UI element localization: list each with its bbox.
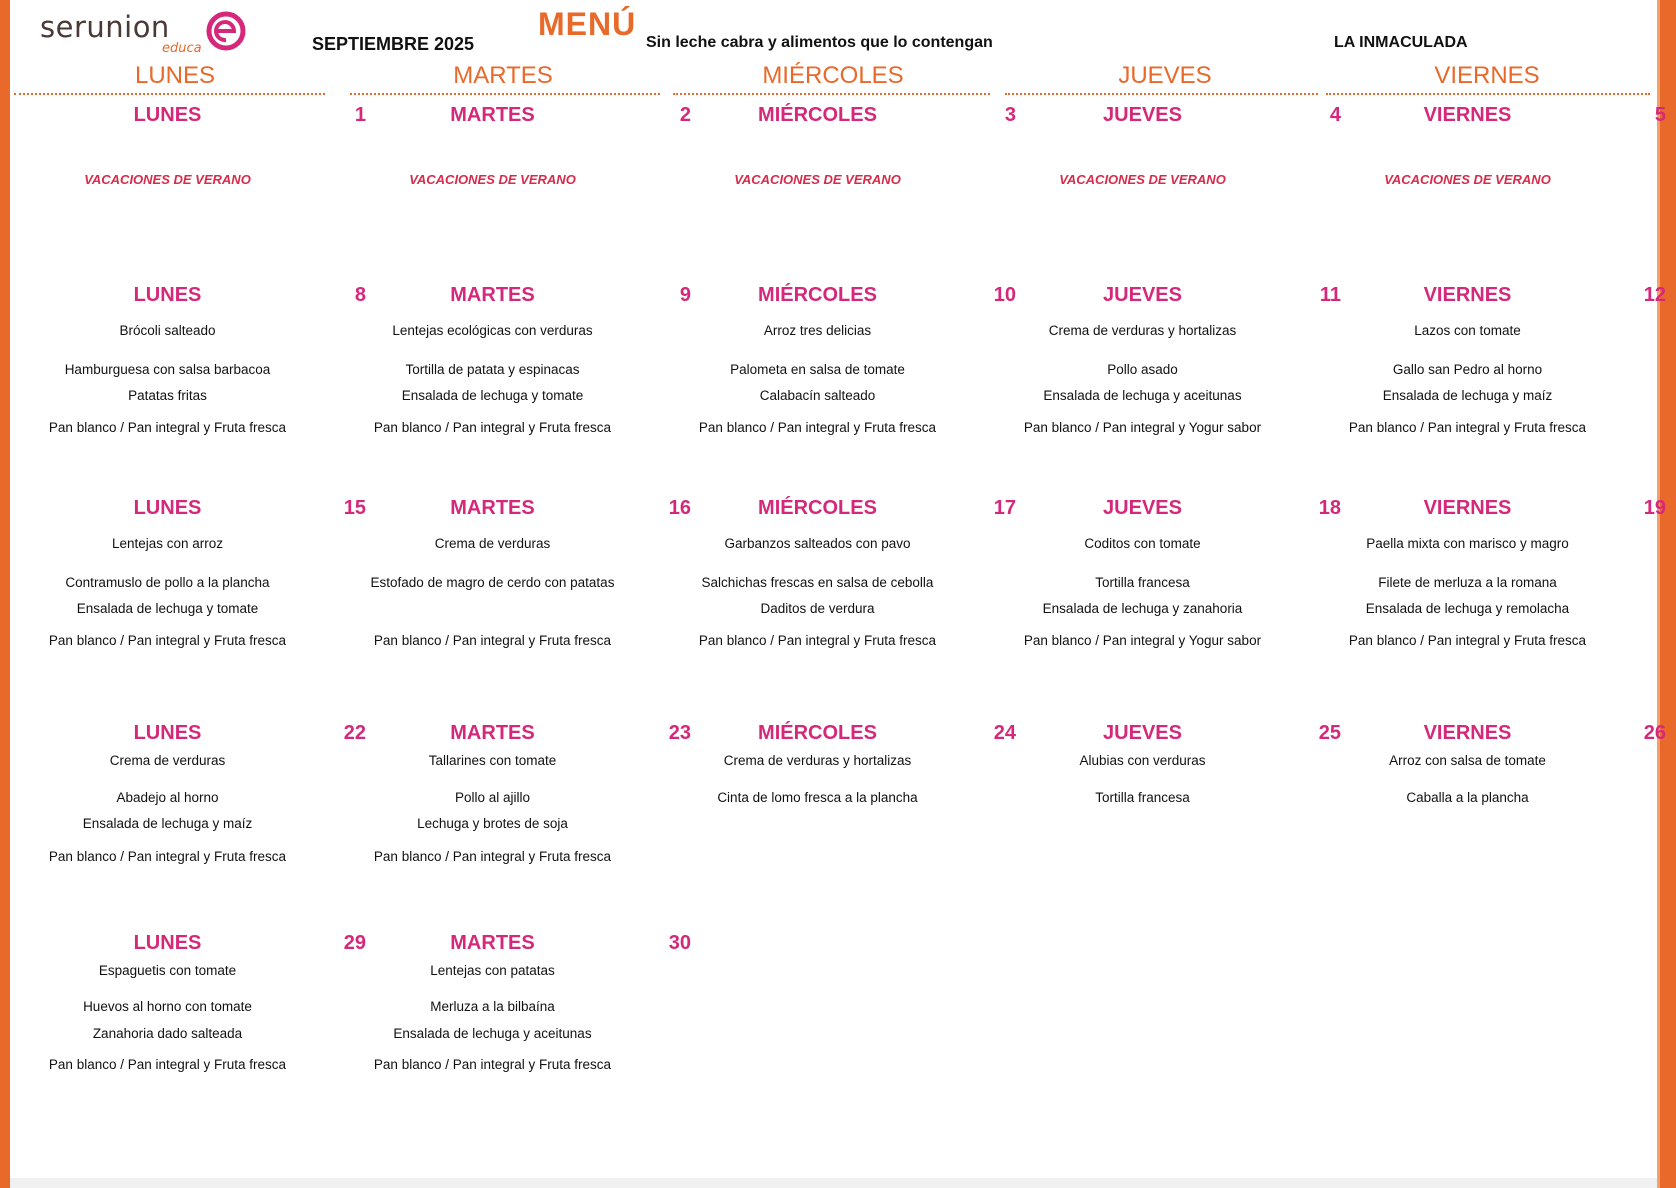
dish-item: Ensalada de lechuga y tomate — [76, 601, 259, 616]
day-cell — [1015, 722, 1341, 902]
day-name: VIERNES — [1423, 722, 1512, 744]
day-header — [365, 284, 691, 312]
dish-item: Gallo san Pedro al horno — [1392, 362, 1543, 377]
bread-and-dessert: Pan blanco / Pan integral y Yogur sabor — [1023, 420, 1262, 435]
allergen-note: Sin leche cabra y alimentos que lo contengan — [646, 34, 993, 51]
day-header — [40, 284, 366, 312]
day-cell — [1015, 284, 1341, 464]
day-name: MARTES — [450, 497, 535, 519]
day-number: 16 — [668, 497, 691, 519]
bread-and-dessert: Pan blanco / Pan integral y Fruta fresca — [698, 420, 937, 435]
day-cell — [1340, 104, 1666, 284]
day-header — [40, 497, 366, 525]
day-name: VIERNES — [1423, 284, 1512, 306]
day-header — [1340, 497, 1666, 525]
day-number: 17 — [993, 497, 1016, 519]
dish-item: Ensalada de lechuga y maíz — [1382, 388, 1553, 403]
bread-and-dessert: Pan blanco / Pan integral y Fruta fresca — [373, 633, 612, 648]
dish-item: Brócoli salteado — [119, 323, 216, 338]
dish-item: Ensalada de lechuga y aceitunas — [1043, 388, 1242, 403]
bread-and-dessert: Pan blanco / Pan integral y Fruta fresca — [48, 849, 287, 864]
day-cell — [40, 104, 366, 284]
school-name: LA INMACULADA — [1334, 34, 1468, 51]
dish-item: Cinta de lomo fresca a la plancha — [717, 790, 918, 805]
dish-item: Lentejas ecológicas con verduras — [392, 323, 593, 338]
bread-and-dessert: Pan blanco / Pan integral y Fruta fresca — [48, 633, 287, 648]
bottom-edge — [10, 1178, 1657, 1188]
day-header — [690, 104, 1016, 132]
day-number: 23 — [668, 722, 691, 744]
dish-item: Patatas fritas — [128, 388, 207, 403]
day-header — [40, 104, 366, 132]
dish-item: Calabacín salteado — [759, 388, 876, 403]
day-cell — [690, 104, 1016, 284]
day-header — [40, 722, 366, 750]
column-header-2: MARTES — [453, 62, 553, 89]
day-name: JUEVES — [1103, 722, 1182, 744]
dish-item: Arroz tres delicias — [763, 323, 872, 338]
dish-item: Estofado de magro de cerdo con patatas — [370, 575, 615, 590]
dish-item: Crema de verduras y hortalizas — [723, 753, 912, 768]
vacation-label: VACACIONES DE VERANO — [1059, 172, 1226, 187]
day-name: LUNES — [133, 284, 202, 306]
dotted-divider — [673, 93, 990, 95]
dotted-divider — [350, 93, 660, 95]
day-name: MIÉRCOLES — [758, 284, 877, 306]
dish-item: Tortilla de patata y espinacas — [405, 362, 580, 377]
day-number: 30 — [668, 932, 691, 954]
day-cell — [365, 497, 691, 677]
day-name: MIÉRCOLES — [758, 722, 877, 744]
day-number: 19 — [1643, 497, 1666, 519]
day-header — [1015, 284, 1341, 312]
day-name: MARTES — [450, 722, 535, 744]
day-header — [690, 722, 1016, 750]
left-border — [0, 0, 10, 1188]
serunion-logo — [40, 10, 255, 55]
day-number: 18 — [1318, 497, 1341, 519]
day-number: 4 — [1329, 104, 1341, 126]
day-name: JUEVES — [1103, 104, 1182, 126]
day-header — [40, 932, 366, 960]
dish-item: Alubias con verduras — [1079, 753, 1206, 768]
logo-swirl-icon — [206, 11, 246, 51]
day-name: MIÉRCOLES — [758, 104, 877, 126]
dish-item: Palometa en salsa de tomate — [730, 362, 905, 377]
dish-item: Zanahoria dado salteada — [92, 1026, 243, 1041]
column-header-3: MIÉRCOLES — [762, 62, 904, 89]
day-header — [1015, 104, 1341, 132]
dish-item: Arroz con salsa de tomate — [1389, 753, 1546, 768]
day-cell — [40, 284, 366, 464]
dish-item: Hamburguesa con salsa barbacoa — [64, 362, 271, 377]
day-header — [1340, 722, 1666, 750]
dish-item: Filete de merluza a la romana — [1378, 575, 1557, 590]
day-cell — [40, 932, 366, 1112]
day-number: 25 — [1318, 722, 1341, 744]
day-cell — [1340, 722, 1666, 902]
dish-item: Ensalada de lechuga y tomate — [401, 388, 584, 403]
dish-item: Daditos de verdura — [760, 601, 875, 616]
column-header-5: VIERNES — [1434, 62, 1540, 89]
day-cell — [690, 722, 1016, 902]
day-header — [1340, 104, 1666, 132]
dish-item: Lentejas con patatas — [430, 963, 555, 978]
dish-item: Contramuslo de pollo a la plancha — [65, 575, 270, 590]
dish-item: Merluza a la bilbaína — [430, 999, 555, 1014]
dish-item: Ensalada de lechuga y aceitunas — [393, 1026, 592, 1041]
day-cell — [365, 932, 691, 1112]
day-cell — [365, 104, 691, 284]
dish-item: Crema de verduras — [109, 753, 226, 768]
day-header — [1340, 284, 1666, 312]
day-number: 12 — [1643, 284, 1666, 306]
dish-item: Ensalada de lechuga y remolacha — [1365, 601, 1570, 616]
dish-item: Lechuga y brotes de soja — [417, 816, 568, 831]
day-number: 15 — [343, 497, 366, 519]
day-number: 8 — [354, 284, 366, 306]
day-cell — [40, 722, 366, 902]
dish-item: Tortilla francesa — [1095, 790, 1190, 805]
dotted-divider — [1005, 93, 1318, 95]
day-number: 29 — [343, 932, 366, 954]
bread-and-dessert: Pan blanco / Pan integral y Yogur sabor — [1023, 633, 1262, 648]
dish-item: Lentejas con arroz — [111, 536, 224, 551]
day-name: MARTES — [450, 104, 535, 126]
dish-item: Pollo al ajillo — [454, 790, 531, 805]
day-number: 10 — [993, 284, 1016, 306]
day-cell — [1015, 497, 1341, 677]
day-header — [365, 497, 691, 525]
bread-and-dessert: Pan blanco / Pan integral y Fruta fresca — [1348, 420, 1587, 435]
day-number: 3 — [1004, 104, 1016, 126]
vacation-label: VACACIONES DE VERANO — [84, 172, 251, 187]
day-header — [690, 284, 1016, 312]
day-name: MARTES — [450, 284, 535, 306]
day-number: 24 — [993, 722, 1016, 744]
day-number: 22 — [343, 722, 366, 744]
dish-item: Lazos con tomate — [1414, 323, 1521, 338]
day-cell — [365, 284, 691, 464]
day-cell — [690, 497, 1016, 677]
day-name: LUNES — [133, 104, 202, 126]
bread-and-dessert: Pan blanco / Pan integral y Fruta fresca — [698, 633, 937, 648]
dotted-divider — [14, 93, 325, 95]
day-name: JUEVES — [1103, 497, 1182, 519]
dish-item: Ensalada de lechuga y zanahoria — [1042, 601, 1243, 616]
dish-item: Tortilla francesa — [1095, 575, 1190, 590]
column-header-1: LUNES — [134, 62, 216, 89]
dish-item: Tallarines con tomate — [428, 753, 557, 768]
day-cell — [690, 284, 1016, 464]
day-number: 9 — [679, 284, 691, 306]
logo-subtext: educa — [162, 41, 202, 56]
column-header-4: JUEVES — [1118, 62, 1212, 89]
day-number: 2 — [679, 104, 691, 126]
day-name: VIERNES — [1423, 104, 1512, 126]
bread-and-dessert: Pan blanco / Pan integral y Fruta fresca — [48, 1057, 287, 1072]
day-name: LUNES — [133, 497, 202, 519]
dish-item: Crema de verduras y hortalizas — [1048, 323, 1237, 338]
day-number: 5 — [1654, 104, 1666, 126]
month-title: SEPTIEMBRE 2025 — [312, 34, 475, 54]
vacation-label: VACACIONES DE VERANO — [409, 172, 576, 187]
dish-item: Coditos con tomate — [1084, 536, 1201, 551]
bread-and-dessert: Pan blanco / Pan integral y Fruta fresca — [48, 420, 287, 435]
bread-and-dessert: Pan blanco / Pan integral y Fruta fresca — [373, 1057, 612, 1072]
dish-item: Crema de verduras — [434, 536, 551, 551]
bread-and-dessert: Pan blanco / Pan integral y Fruta fresca — [373, 849, 612, 864]
day-name: JUEVES — [1103, 284, 1182, 306]
day-name: LUNES — [133, 722, 202, 744]
day-name: MIÉRCOLES — [758, 497, 877, 519]
bread-and-dessert: Pan blanco / Pan integral y Fruta fresca — [1348, 633, 1587, 648]
day-cell — [365, 722, 691, 902]
dish-item: Espaguetis con tomate — [98, 963, 237, 978]
vacation-label: VACACIONES DE VERANO — [734, 172, 901, 187]
dish-item: Salchichas frescas en salsa de cebolla — [701, 575, 934, 590]
dish-item: Abadejo al horno — [116, 790, 219, 805]
dish-item: Huevos al horno con tomate — [83, 999, 252, 1014]
day-cell — [1015, 104, 1341, 284]
day-name: LUNES — [133, 932, 202, 954]
day-cell — [40, 497, 366, 677]
menu-title: MENÚ — [538, 6, 637, 42]
day-header — [1015, 722, 1341, 750]
day-header — [365, 104, 691, 132]
day-header — [1015, 497, 1341, 525]
dish-item: Caballa a la plancha — [1406, 790, 1529, 805]
dish-item: Ensalada de lechuga y maíz — [82, 816, 253, 831]
day-header — [365, 932, 691, 960]
bread-and-dessert: Pan blanco / Pan integral y Fruta fresca — [373, 420, 612, 435]
day-number: 1 — [354, 104, 366, 126]
dish-item: Garbanzos salteados con pavo — [724, 536, 911, 551]
dish-item: Pollo asado — [1107, 362, 1178, 377]
vacation-label: VACACIONES DE VERANO — [1384, 172, 1551, 187]
dotted-divider — [1326, 93, 1650, 95]
day-name: MARTES — [450, 932, 535, 954]
day-cell — [1340, 284, 1666, 464]
day-cell — [1340, 497, 1666, 677]
day-number: 26 — [1643, 722, 1666, 744]
day-header — [690, 497, 1016, 525]
day-header — [365, 722, 691, 750]
day-name: VIERNES — [1423, 497, 1512, 519]
logo-text: serunion — [40, 10, 170, 44]
day-number: 11 — [1319, 284, 1341, 306]
dish-item: Paella mixta con marisco y magro — [1366, 536, 1569, 551]
